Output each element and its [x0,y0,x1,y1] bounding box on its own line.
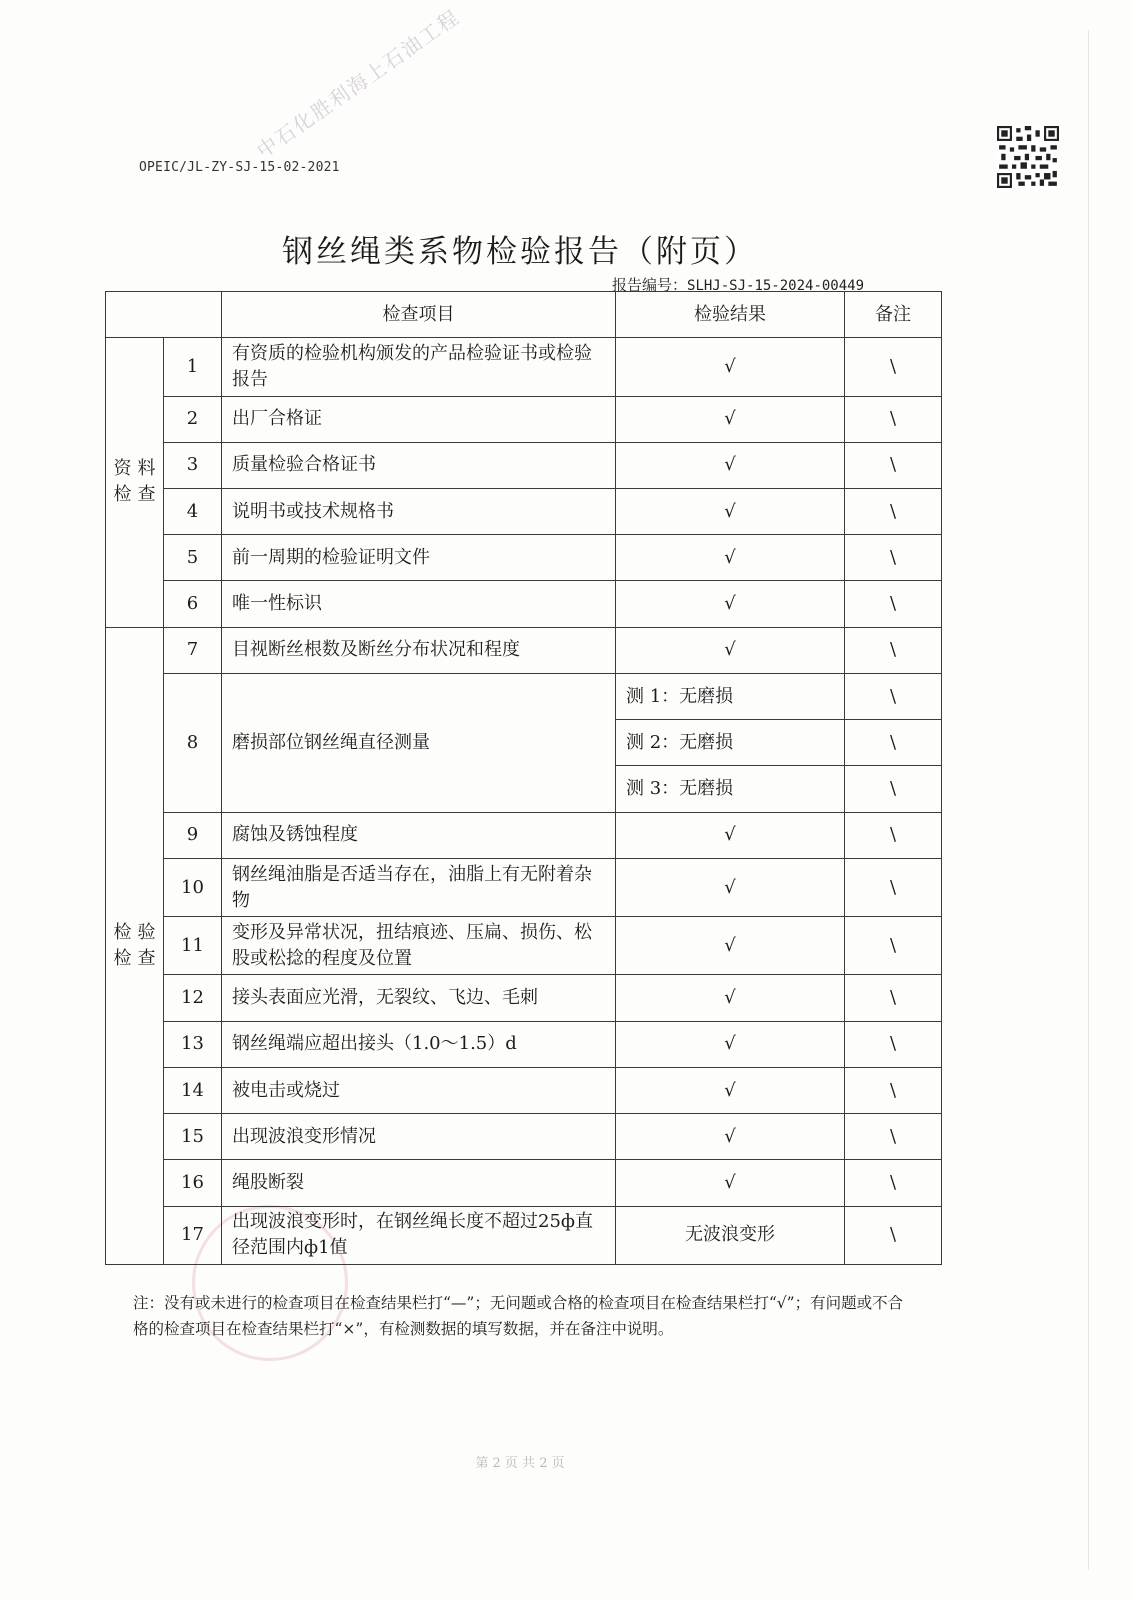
row-result: √ [616,396,845,442]
row-result-sub: 测 1：无磨损 [616,673,845,719]
table-row [106,396,942,442]
section-inspection: 检验检查 [106,627,164,1264]
row-result: √ [616,858,845,916]
row-item: 出现波浪变形时，在钢丝绳长度不超过25ф直径范围内ф1值 [222,1206,616,1264]
qr-code-icon [997,126,1059,188]
row-result: √ [616,535,845,581]
page-title: 钢丝绳类系物检验报告（附页） [282,234,758,270]
row-item: 接头表面应光滑，无裂纹、飞边、毛刺 [222,975,616,1021]
row-remark: \ [845,396,942,442]
row-number: 17 [164,1206,222,1264]
table-row [106,1114,942,1160]
row-number: 12 [164,975,222,1021]
row-remark: \ [845,1067,942,1113]
header-result: 检验结果 [616,292,845,338]
row-result-sub: 测 2：无磨损 [616,720,845,766]
row-item: 说明书或技术规格书 [222,489,616,535]
row-remark: \ [845,581,942,627]
row-result-sub: 测 3：无磨损 [616,766,845,812]
header-remark: 备注 [845,292,942,338]
table-row [106,535,942,581]
row-number: 2 [164,396,222,442]
row-result: √ [616,581,845,627]
row-number: 9 [164,812,222,858]
row-number: 8 [164,673,222,812]
row-result: √ [616,442,845,488]
row-result: √ [616,489,845,535]
row-remark: \ [845,338,942,396]
watermark-text: 中石化胜利海上石油工程 [252,4,465,163]
header-item: 检查项目 [222,292,616,338]
table-row [106,627,942,673]
row-item: 被电击或烧过 [222,1067,616,1113]
row-item: 腐蚀及锈蚀程度 [222,812,616,858]
report-number-value: SLHJ-SJ-15-2024-00449 [687,278,865,294]
row-number: 3 [164,442,222,488]
row-remark: \ [845,1021,942,1067]
table-row [106,975,942,1021]
row-item: 磨损部位钢丝绳直径测量 [222,673,616,812]
section-doc-check: 资料检查 [106,338,164,627]
report-number-label: 报告编号： [612,276,688,294]
row-result: √ [616,975,845,1021]
row-result: √ [616,1021,845,1067]
row-remark: \ [845,766,942,812]
row-number: 11 [164,917,222,975]
row-result: 无波浪变形 [616,1206,845,1264]
table-row [106,1021,942,1067]
row-remark: \ [845,673,942,719]
row-number: 4 [164,489,222,535]
row-remark: \ [845,627,942,673]
row-number: 10 [164,858,222,916]
row-result: √ [616,338,845,396]
row-remark: \ [845,1160,942,1206]
row-remark: \ [845,858,942,916]
footnote: 注：没有或未进行的检查项目在检查结果栏打“—”；无问题或合格的检查项目在检查结果栏打“√”；有问题或不合格的检查项目在检查结果栏打“×”，有检测数据的填写数据，并在备注中说明。 [133,1294,904,1338]
table-row [106,442,942,488]
row-remark: \ [845,720,942,766]
inspection-table [105,291,942,1265]
table-row [106,338,942,396]
row-result: √ [616,812,845,858]
header-blank [106,292,222,338]
row-remark: \ [845,442,942,488]
row-remark: \ [845,1206,942,1264]
row-remark: \ [845,917,942,975]
table-row [106,673,942,719]
row-number: 13 [164,1021,222,1067]
row-item: 前一周期的检验证明文件 [222,535,616,581]
row-item: 变形及异常状况，扭结痕迹、压扁、损伤、松股或松捻的程度及位置 [222,917,616,975]
page-footer: 第 2 页 共 2 页 [475,1456,565,1471]
table-row [106,858,942,916]
row-result: √ [616,1160,845,1206]
row-result: √ [616,627,845,673]
table-row [106,1067,942,1113]
row-item: 绳股断裂 [222,1160,616,1206]
table-row [106,1206,942,1264]
row-remark: \ [845,812,942,858]
row-item: 钢丝绳油脂是否适当存在，油脂上有无附着杂物 [222,858,616,916]
row-item: 唯一性标识 [222,581,616,627]
scan-edge-line [1088,30,1089,1570]
row-result: √ [616,917,845,975]
row-item: 钢丝绳端应超出接头（1.0～1.5）d [222,1021,616,1067]
row-remark: \ [845,1114,942,1160]
table-row [106,917,942,975]
row-number: 15 [164,1114,222,1160]
row-number: 16 [164,1160,222,1206]
table-row [106,812,942,858]
doc-code: OPEIC/JL-ZY-SJ-15-02-2021 [139,160,340,175]
row-item: 质量检验合格证书 [222,442,616,488]
row-item: 出现波浪变形情况 [222,1114,616,1160]
row-number: 14 [164,1067,222,1113]
row-remark: \ [845,489,942,535]
row-number: 6 [164,581,222,627]
table-row [106,489,942,535]
row-number: 7 [164,627,222,673]
row-number: 5 [164,535,222,581]
row-result: √ [616,1067,845,1113]
row-remark: \ [845,975,942,1021]
row-remark: \ [845,535,942,581]
table-row [106,1160,942,1206]
row-result: √ [616,1114,845,1160]
row-item: 出厂合格证 [222,396,616,442]
table-header-row [106,292,942,338]
row-item: 有资质的检验机构颁发的产品检验证书或检验报告 [222,338,616,396]
row-number: 1 [164,338,222,396]
row-item: 目视断丝根数及断丝分布状况和程度 [222,627,616,673]
table-row [106,581,942,627]
